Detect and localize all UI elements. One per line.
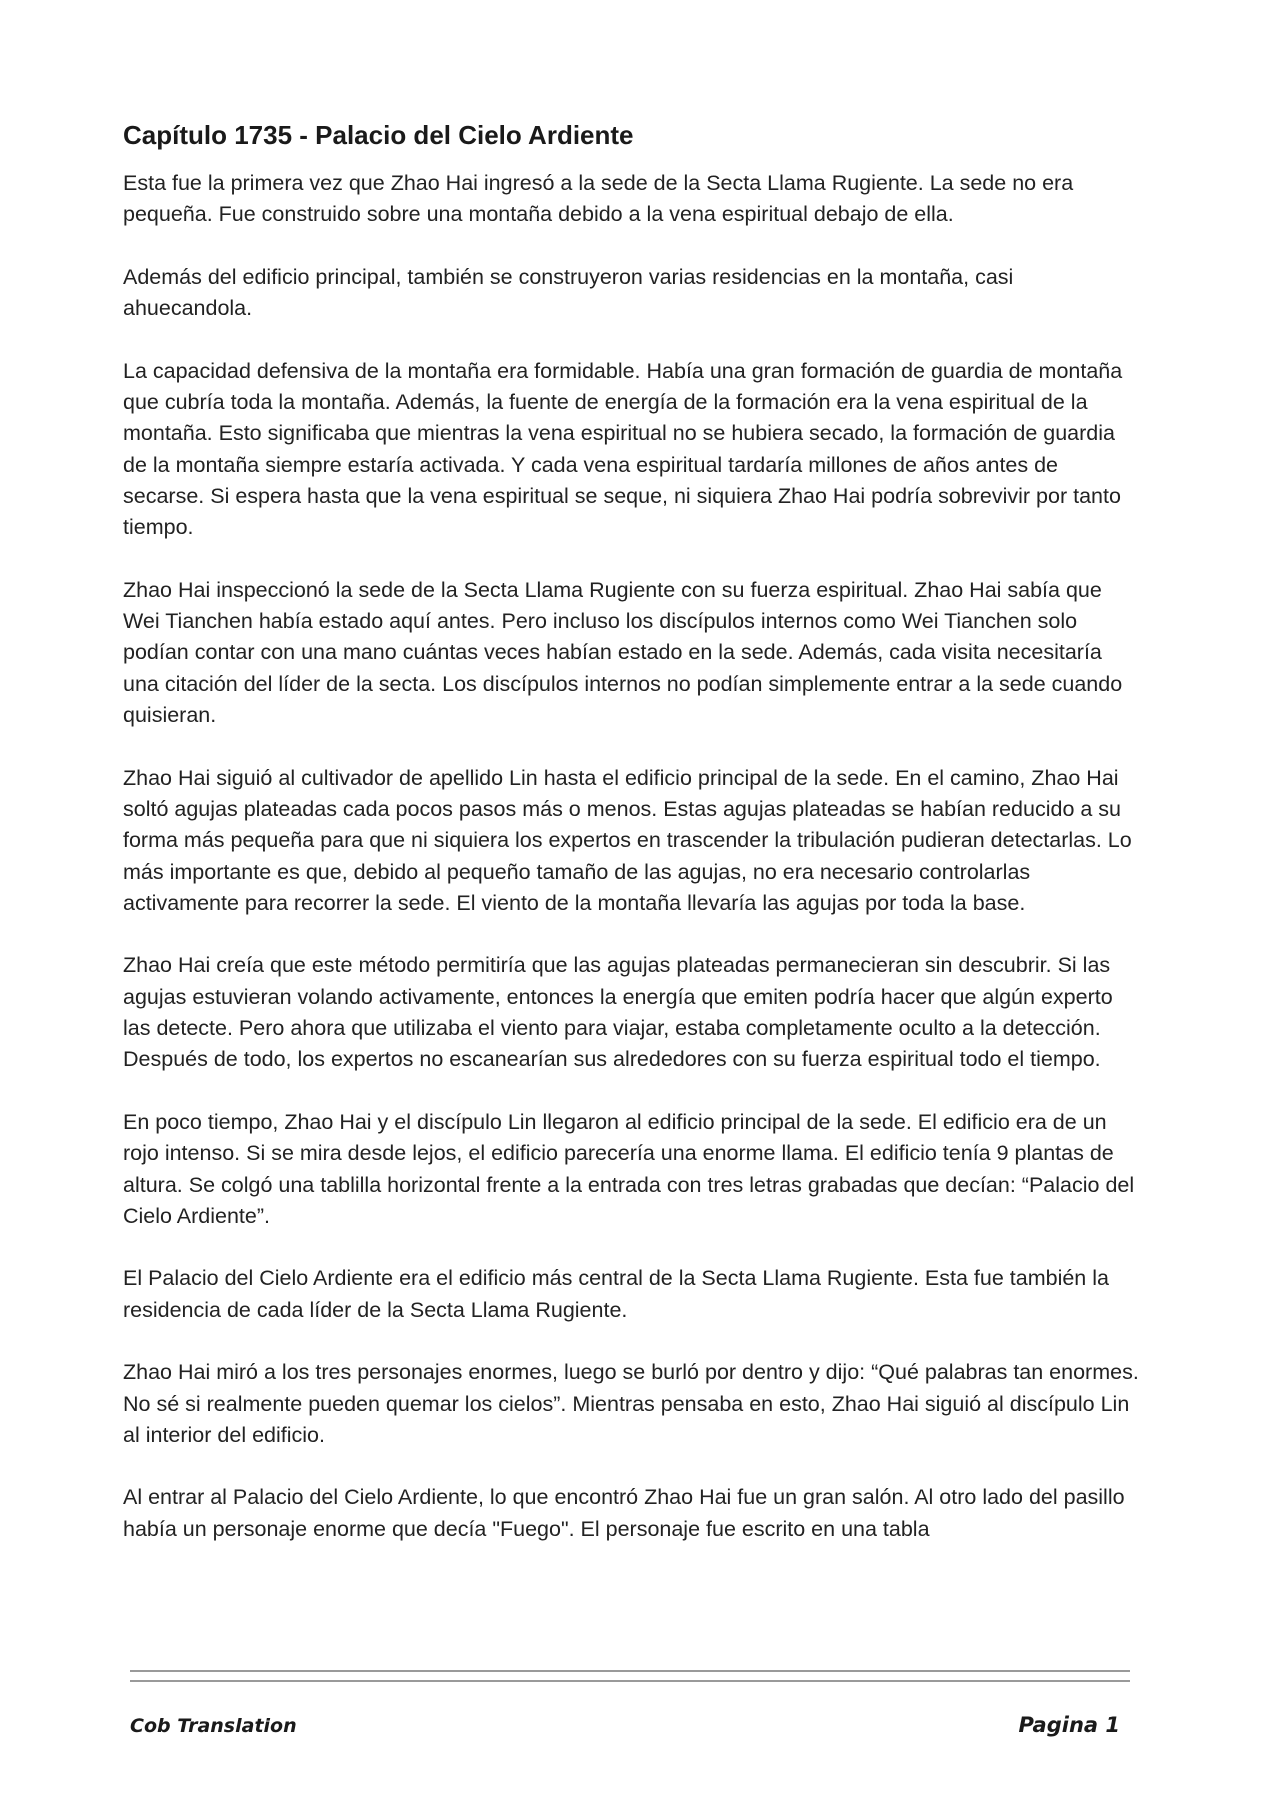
paragraph: Zhao Hai miró a los tres personajes enormes, luego se burló por dentro y dijo: “Qué palabras tan enormes. No sé si realmente pueden quemar los cielos”. Mientras pensaba en esto, Zhao Hai siguió al discípulo Lin al interior del edificio. [123,1360,1139,1447]
paragraph: Zhao Hai siguió al cultivador de apellido Lin hasta el edificio principal de la sede. En el camino, Zhao Hai soltó agujas plateadas cada pocos pasos más o menos. Estas agujas plateadas se habían reducido a su forma más pequeña para que ni siquiera los expertos en trascender la tribulación pudieran detectarlas. Lo más importante es que, debido al pequeño tamaño de las agujas, no era necesario controlarlas activamente para recorrer la sede. El viento de la montaña llevaría las agujas por toda la base. [123,765,1132,915]
footer-translator-credit: Cob Translation [130,1715,297,1737]
footer-divider [130,1670,1130,1690]
footer-page-number: Pagina 1 [1018,1713,1120,1737]
paragraph: Zhao Hai inspeccionó la sede de la Secta Llama Rugiente con su fuerza espiritual. Zhao Hai sabía que Wei Tianchen había estado aquí antes. Pero incluso los discípulos internos como Wei Tianchen solo podían contar con una mano cuántas veces habían estado en la sede. Además, cada visita necesitaría una citación del líder de la secta. Los discípulos internos no podían simplemente entrar a la sede cuando quisieran. [123,577,1123,728]
paragraph: En poco tiempo, Zhao Hai y el discípulo Lin llegaron al edificio principal de la sede. El edificio era de un rojo intenso. Si se mira desde lejos, el edificio parecería una enorme llama. El edificio tenía 9 plantas de altura. Se colgó una tablilla horizontal frente a la entrada con tres letras grabadas que decían: “Palacio del Cielo Ardiente”. [123,1109,1135,1228]
footer-rule-top [130,1670,1130,1672]
paragraph: Además del edificio principal, también se construyeron varias residencias en la montaña, casi ahuecandola. [123,264,1014,321]
footer-rule-bottom [130,1680,1130,1682]
chapter-title: Capítulo 1735 - Palacio del Cielo Ardiente [123,120,634,150]
document-body [123,118,1143,1576]
paragraph: Al entrar al Palacio del Cielo Ardiente, lo que encontró Zhao Hai fue un gran salón. Al otro lado del pasillo había un personaje enorme que decía "Fuego". El personaje fue escrito en una tabla [123,1485,1125,1541]
paragraph: El Palacio del Cielo Ardiente era el edificio más central de la Secta Llama Rugiente. Esta fue también la residencia de cada líder de la Secta Llama Rugiente. [123,1266,1109,1322]
paragraph: La capacidad defensiva de la montaña era formidable. Había una gran formación de guardia de montaña que cubría toda la montaña. Además, la fuente de energía de la formación era la vena espiritual de la montaña. Esto significaba que mientras la vena espiritual no se hubiera secado, la formación de guardia de la montaña siempre estaría activada. Y cada vena espiritual tardaría millones de años antes de secarse. Si espera hasta que la vena espiritual se seque, ni siquiera Zhao Hai podría sobrevivir por tanto tiempo. [123,358,1123,540]
paragraph: Zhao Hai creía que este método permitiría que las agujas plateadas permanecieran sin descubrir. Si las agujas estuvieran volando activamente, entonces la energía que emiten podría hacer que algún experto las detecte. Pero ahora que utilizaba el viento para viajar, estaba completamente oculto a la detección. Después de todo, los expertos no escanearían sus alrededores con su fuerza espiritual todo el tiempo. [123,953,1113,1072]
paragraph: Esta fue la primera vez que Zhao Hai ingresó a la sede de la Secta Llama Rugiente. La sede no era pequeña. Fue construido sobre una montaña debido a la vena espiritual debajo de ella. [123,171,1074,227]
